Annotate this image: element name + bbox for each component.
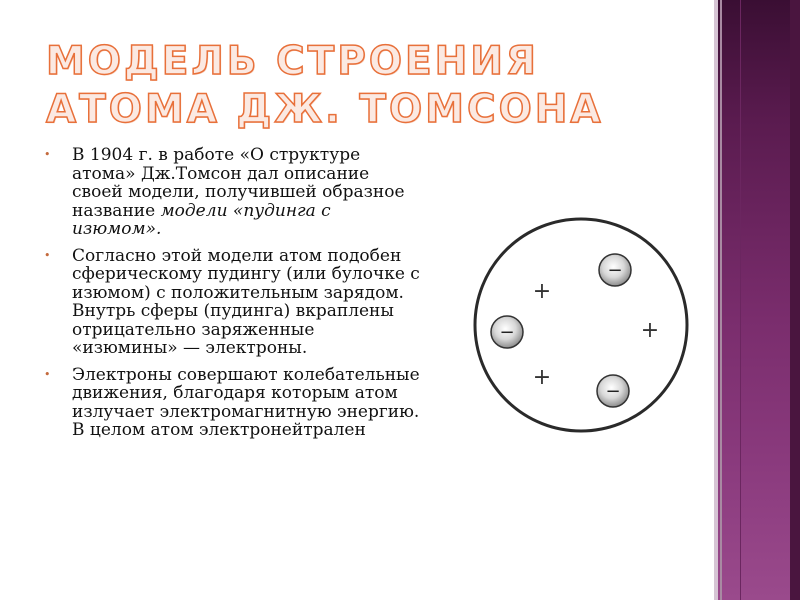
electron-2-sign: − xyxy=(499,322,515,343)
electron-3 xyxy=(597,375,629,407)
slide-title: МОДЕЛЬ СТРОЕНИЯ АТОМА ДЖ. ТОМСОНА xyxy=(46,39,604,132)
bullet-marker-icon: • xyxy=(44,148,51,161)
bullet-text: Электроны совершают колебательные движения, благодаря которым атом излучает электромагнитную энергию. В целом атом электронейтрален xyxy=(72,364,420,440)
decorative-sidebar xyxy=(714,0,800,600)
bullet-emphasis: модели «пудинга с изюмом». xyxy=(72,200,331,239)
bullet-marker-icon: • xyxy=(44,248,51,262)
positive-charge-1: + xyxy=(532,279,552,304)
electron-1 xyxy=(599,254,631,286)
electron-2 xyxy=(491,316,523,348)
bullet-item-3 xyxy=(44,366,424,440)
sidebar-stripe xyxy=(714,0,718,600)
bullet-marker-icon: • xyxy=(44,367,51,381)
electron-3-sign: − xyxy=(605,381,621,402)
bullet-item-1 xyxy=(44,146,424,239)
atom-diagram xyxy=(472,212,692,438)
positive-charge-2: + xyxy=(640,318,660,343)
electron-1-sign: − xyxy=(607,260,623,281)
sidebar-stripe xyxy=(720,0,722,600)
bullet-item-2 xyxy=(44,247,424,358)
bullet-text: В 1904 г. в работе «О структуре атома» Дж.Томсон дал описание своей модели, получившей образное название xyxy=(72,145,405,221)
sidebar-stripe xyxy=(740,0,741,600)
bullet-text: Согласно этой модели атом подобен сферическому пудингу (или булочке с изюмом) с положительным зарядом. Внутрь сферы (пудинга) вкраплены отрицательно заряженные «изюмины» — электроны. xyxy=(72,245,420,358)
positive-charge-3: + xyxy=(532,365,552,390)
sidebar-stripe xyxy=(790,0,800,600)
bullet-list xyxy=(44,146,424,448)
